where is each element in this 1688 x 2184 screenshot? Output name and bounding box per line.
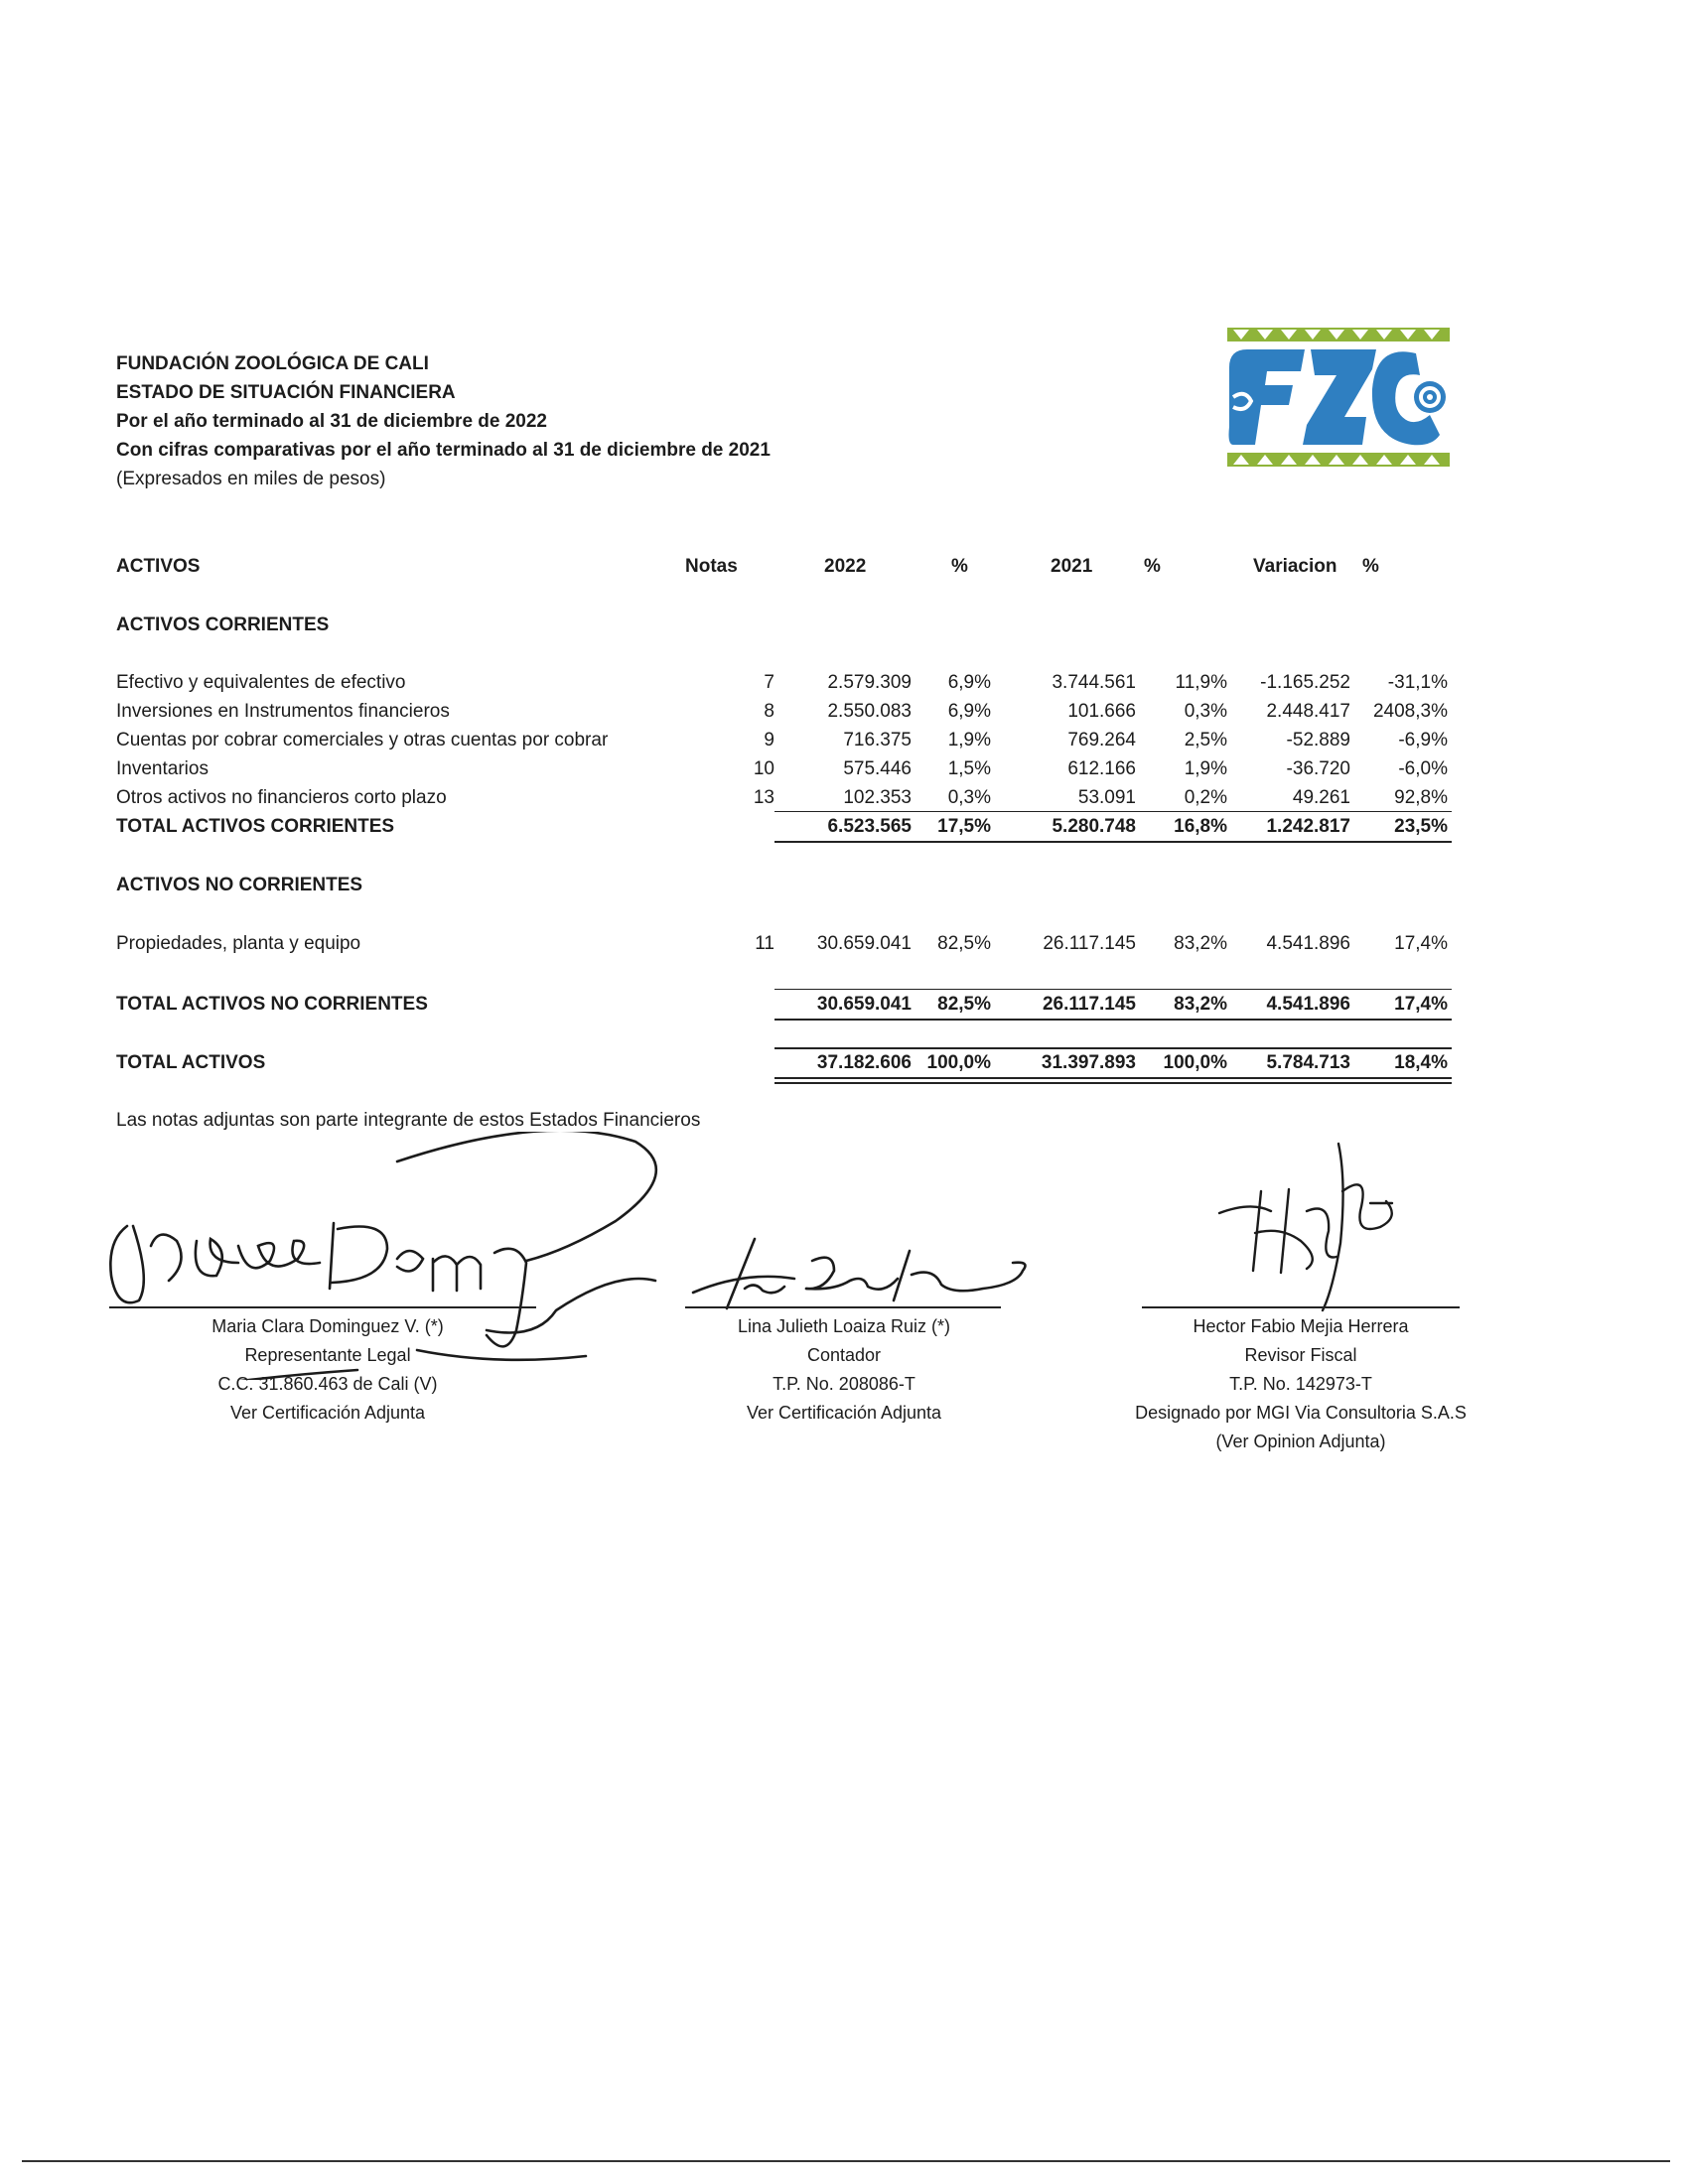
row-value-2022: 30.659.041 bbox=[816, 933, 912, 954]
row-label: Propiedades, planta y equipo bbox=[116, 933, 361, 954]
row-label: Inversiones en Instrumentos financieros bbox=[116, 701, 450, 722]
row-pct-variation: 17,4% bbox=[1394, 933, 1448, 954]
total-current-pct-2021: 16,8% bbox=[1174, 816, 1227, 837]
row-label: Otros activos no financieros corto plazo bbox=[116, 787, 447, 808]
row-variation: 2.448.417 bbox=[1266, 701, 1350, 722]
total-assets-pct-2021: 100,0% bbox=[1163, 1052, 1227, 1073]
signatory-designation: Designado por MGI Via Consultoria S.A.S bbox=[1135, 1403, 1467, 1423]
row-pct-variation: 92,8% bbox=[1394, 787, 1448, 808]
statutory-auditor-block bbox=[1092, 1312, 1509, 1456]
column-header-notas: Notas bbox=[685, 556, 738, 577]
signatory-id: T.P. No. 208086-T bbox=[773, 1374, 915, 1394]
row-note: 7 bbox=[764, 672, 774, 693]
column-header-2022: 2022 bbox=[824, 556, 867, 577]
table-row bbox=[0, 931, 1688, 957]
noncurrent-assets-heading: ACTIVOS NO CORRIENTES bbox=[116, 875, 363, 895]
total-noncurrent-pct-2022: 82,5% bbox=[937, 994, 991, 1015]
row-pct-variation: 2408,3% bbox=[1372, 701, 1448, 722]
total-assets-pct-variation: 18,4% bbox=[1394, 1052, 1448, 1073]
signatory-id: C.C. 31.860.463 de Cali (V) bbox=[217, 1374, 438, 1394]
row-value-2022: 2.550.083 bbox=[827, 701, 912, 722]
total-noncurrent-label: TOTAL ACTIVOS NO CORRIENTES bbox=[116, 994, 428, 1015]
row-value-2021: 769.264 bbox=[1067, 730, 1136, 751]
statement-title: ESTADO DE SITUACIÓN FINANCIERA bbox=[116, 382, 456, 403]
row-pct-2021: 1,9% bbox=[1184, 758, 1227, 779]
row-value-2021: 3.744.561 bbox=[1052, 672, 1136, 693]
signature-statutory-auditor bbox=[1211, 1132, 1400, 1315]
units-note: (Expresados en miles de pesos) bbox=[116, 469, 386, 489]
signatory-role: Contador bbox=[806, 1345, 882, 1365]
current-assets-heading: ACTIVOS CORRIENTES bbox=[116, 614, 330, 635]
notes-statement: Las notas adjuntas son parte integrante de estos Estados Financieros bbox=[116, 1110, 701, 1131]
row-value-2022: 2.579.309 bbox=[827, 672, 912, 693]
row-value-2022: 716.375 bbox=[843, 730, 912, 751]
table-row bbox=[0, 699, 1688, 725]
grand-total-top-rule bbox=[774, 1047, 1452, 1049]
statement-header bbox=[116, 349, 771, 493]
signatory-role: Representante Legal bbox=[244, 1345, 411, 1365]
total-rule bbox=[774, 1019, 1452, 1021]
row-pct-2021: 11,9% bbox=[1175, 672, 1227, 693]
total-current-variation: 1.242.817 bbox=[1266, 816, 1350, 837]
subtotal-rule bbox=[774, 989, 1452, 990]
total-current-2022: 6.523.565 bbox=[827, 816, 912, 837]
row-pct-2021: 0,2% bbox=[1184, 787, 1227, 808]
row-value-2021: 612.166 bbox=[1067, 758, 1136, 779]
row-value-2021: 101.666 bbox=[1067, 701, 1136, 722]
fzc-logo bbox=[1227, 328, 1450, 467]
section-heading bbox=[0, 873, 1688, 898]
total-noncurrent-2022: 30.659.041 bbox=[816, 994, 912, 1015]
table-row bbox=[0, 670, 1688, 696]
row-pct-2022: 82,5% bbox=[937, 933, 991, 954]
accountant-block bbox=[685, 1312, 1003, 1428]
row-note: 10 bbox=[753, 758, 774, 779]
total-current-label: TOTAL ACTIVOS CORRIENTES bbox=[116, 816, 395, 837]
page-bottom-rule bbox=[22, 2160, 1670, 2162]
statement-period: Por el año terminado al 31 de diciembre de 2022 bbox=[116, 411, 548, 432]
table-row bbox=[0, 785, 1688, 811]
signature-line-auditor bbox=[1142, 1306, 1460, 1308]
row-pct-2022: 1,9% bbox=[947, 730, 991, 751]
legal-representative-block bbox=[129, 1312, 526, 1428]
signatory-reference: (Ver Opinion Adjunta) bbox=[1215, 1432, 1386, 1451]
total-assets-label: TOTAL ACTIVOS bbox=[116, 1052, 266, 1073]
row-pct-variation: -31,1% bbox=[1387, 672, 1448, 693]
row-note: 13 bbox=[753, 787, 774, 808]
signatory-name: Lina Julieth Loaiza Ruiz (*) bbox=[737, 1316, 951, 1336]
row-pct-2021: 2,5% bbox=[1184, 730, 1227, 751]
row-pct-2021: 83,2% bbox=[1174, 933, 1227, 954]
row-variation: -52.889 bbox=[1286, 730, 1350, 751]
signatory-role: Revisor Fiscal bbox=[1244, 1345, 1357, 1365]
organization-name: FUNDACIÓN ZOOLÓGICA DE CALI bbox=[116, 353, 429, 374]
total-assets-2022: 37.182.606 bbox=[816, 1052, 912, 1073]
column-header-variacion: Variacion bbox=[1253, 556, 1337, 577]
total-assets-2021: 31.397.893 bbox=[1041, 1052, 1136, 1073]
row-label: Cuentas por cobrar comerciales y otras cuentas por cobrar bbox=[116, 730, 609, 751]
row-value-2021: 53.091 bbox=[1077, 787, 1136, 808]
comparative-period: Con cifras comparativas por el año terminado al 31 de diciembre de 2021 bbox=[116, 440, 771, 461]
row-note: 11 bbox=[755, 933, 774, 954]
column-header-pct-2021: % bbox=[1144, 556, 1161, 577]
column-header-pct-2022: % bbox=[951, 556, 968, 577]
row-pct-2022: 0,3% bbox=[947, 787, 991, 808]
column-header-section: ACTIVOS bbox=[116, 556, 201, 577]
total-assets-variation: 5.784.713 bbox=[1266, 1052, 1350, 1073]
total-noncurrent-pct-2021: 83,2% bbox=[1174, 994, 1227, 1015]
section-heading bbox=[0, 613, 1688, 638]
total-row bbox=[0, 992, 1688, 1018]
total-noncurrent-variation: 4.541.896 bbox=[1266, 994, 1350, 1015]
signature-line-accountant bbox=[685, 1306, 1001, 1308]
row-label: Efectivo y equivalentes de efectivo bbox=[116, 672, 406, 693]
row-pct-variation: -6,0% bbox=[1398, 758, 1448, 779]
total-noncurrent-2021: 26.117.145 bbox=[1042, 994, 1136, 1015]
signatory-reference: Ver Certificación Adjunta bbox=[746, 1403, 942, 1423]
total-assets-pct-2022: 100,0% bbox=[926, 1052, 991, 1073]
total-noncurrent-pct-variation: 17,4% bbox=[1394, 994, 1448, 1015]
column-header-pct-variacion: % bbox=[1362, 556, 1379, 577]
column-header-2021: 2021 bbox=[1051, 556, 1093, 577]
row-note: 8 bbox=[764, 701, 774, 722]
total-current-pct-2022: 17,5% bbox=[937, 816, 991, 837]
grand-total-row bbox=[0, 1050, 1688, 1076]
signatory-reference: Ver Certificación Adjunta bbox=[229, 1403, 426, 1423]
grand-total-double-rule bbox=[774, 1082, 1452, 1084]
row-value-2022: 575.446 bbox=[843, 758, 912, 779]
row-pct-2022: 1,5% bbox=[947, 758, 991, 779]
row-pct-variation: -6,9% bbox=[1398, 730, 1448, 751]
subtotal-rule bbox=[774, 811, 1452, 812]
total-current-pct-variation: 23,5% bbox=[1394, 816, 1448, 837]
table-header-row bbox=[0, 554, 1688, 580]
total-rule bbox=[774, 841, 1452, 843]
table-row bbox=[0, 756, 1688, 782]
table-row bbox=[0, 728, 1688, 753]
row-pct-2022: 6,9% bbox=[947, 701, 991, 722]
signatory-name: Maria Clara Dominguez V. (*) bbox=[211, 1316, 444, 1336]
row-pct-2021: 0,3% bbox=[1184, 701, 1227, 722]
grand-total-rule bbox=[774, 1077, 1452, 1079]
signatory-name: Hector Fabio Mejia Herrera bbox=[1193, 1316, 1409, 1336]
row-label: Inventarios bbox=[116, 758, 209, 779]
row-variation: 4.541.896 bbox=[1266, 933, 1350, 954]
row-note: 9 bbox=[764, 730, 774, 751]
row-variation: -1.165.252 bbox=[1260, 672, 1350, 693]
signatory-id: T.P. No. 142973-T bbox=[1229, 1374, 1372, 1394]
total-row bbox=[0, 814, 1688, 840]
row-value-2022: 102.353 bbox=[843, 787, 912, 808]
total-current-2021: 5.280.748 bbox=[1052, 816, 1136, 837]
row-variation: 49.261 bbox=[1292, 787, 1350, 808]
signature-line-legal bbox=[109, 1306, 536, 1308]
row-pct-2022: 6,9% bbox=[947, 672, 991, 693]
row-variation: -36.720 bbox=[1286, 758, 1350, 779]
row-value-2021: 26.117.145 bbox=[1043, 933, 1136, 954]
